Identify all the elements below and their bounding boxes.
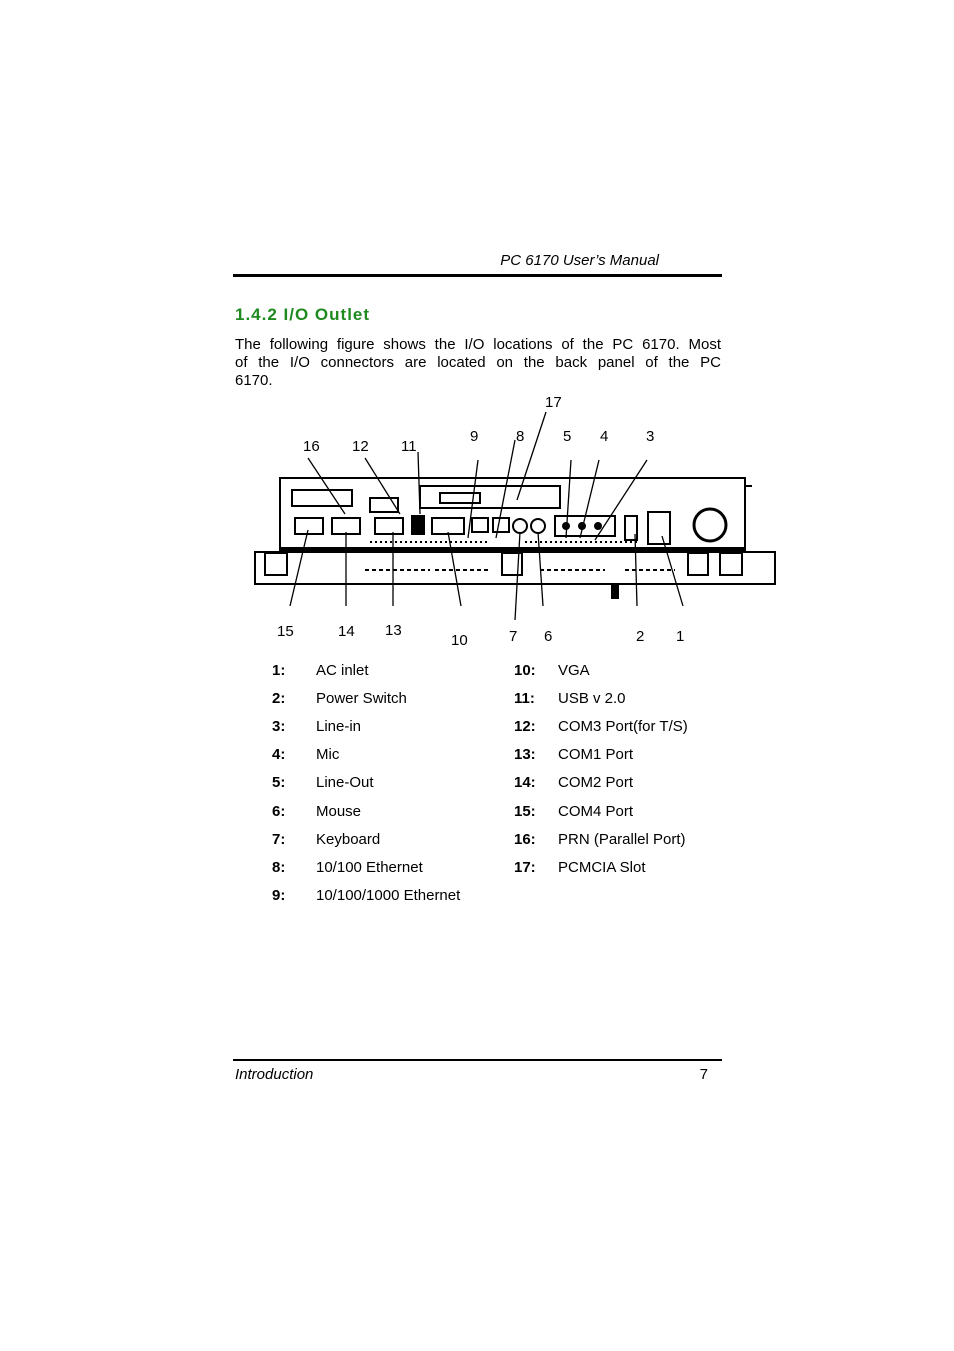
foot-far-right: [720, 553, 742, 575]
com1-port: [375, 518, 403, 534]
legend-number: 2:: [272, 690, 286, 707]
legend-number: 14:: [514, 774, 536, 791]
section-title: 1.4.2 I/O Outlet: [235, 305, 371, 324]
com4-port: [295, 518, 323, 534]
legend-label: COM2 Port: [558, 774, 634, 791]
keyboard-port: [513, 519, 527, 533]
callout-11: 11: [401, 438, 417, 455]
legend-number: 8:: [272, 859, 286, 876]
legend-label: Keyboard: [316, 831, 381, 848]
io-outlet-figure: [250, 390, 780, 650]
ac-inlet: [648, 512, 670, 544]
foot-left: [265, 553, 287, 575]
legend-number: 16:: [514, 831, 536, 848]
legend-label: Mic: [316, 746, 340, 763]
legend-label: PRN (Parallel Port): [558, 831, 686, 848]
callout-6: 6: [544, 628, 553, 645]
callout-17: 17: [545, 394, 562, 411]
ethernet-1000-port: [472, 518, 488, 532]
legend-number: 15:: [514, 803, 536, 820]
legend-label: AC inlet: [316, 662, 369, 679]
legend-number: 11:: [514, 690, 535, 707]
footer-section-name: Introduction: [235, 1066, 314, 1083]
callout-10: 10: [451, 632, 468, 649]
callout-13: 13: [385, 622, 402, 639]
legend-label: PCMCIA Slot: [558, 859, 646, 876]
legend-label: Line-in: [316, 718, 362, 735]
callout-8: 8: [516, 428, 525, 445]
legend-label: COM3 Port(for T/S): [558, 718, 688, 735]
foot-right: [688, 553, 708, 575]
callout-1: 1: [676, 628, 685, 645]
legend-number: 1:: [272, 662, 286, 679]
legend-number: 13:: [514, 746, 536, 763]
callout-12: 12: [352, 438, 369, 455]
usb-port: [412, 516, 424, 534]
legend-number: 17:: [514, 859, 536, 876]
legend-number: 10:: [514, 662, 536, 679]
legend-number: 6:: [272, 803, 286, 820]
bottom-post: [612, 586, 618, 598]
legend-label: COM1 Port: [558, 746, 634, 763]
mouse-port: [531, 519, 545, 533]
line-in-jack: [595, 523, 601, 529]
legend-number: 7:: [272, 831, 286, 848]
legend-number: 5:: [272, 774, 286, 791]
legend-label: USB v 2.0: [558, 690, 626, 707]
legend-label: Power Switch: [316, 690, 407, 707]
fan-knob: [694, 509, 726, 541]
callout-14: 14: [338, 623, 355, 640]
callout-5: 5: [563, 428, 572, 445]
callout-4: 4: [600, 428, 609, 445]
callout-9: 9: [470, 428, 479, 445]
legend-number: 12:: [514, 718, 536, 735]
legend-label: 10/100 Ethernet: [316, 859, 423, 876]
page-footer: [233, 1059, 722, 1083]
back-panel-diagram: [250, 390, 780, 650]
legend-label: 10/100/1000 Ethernet: [316, 887, 461, 904]
legend-label: VGA: [558, 662, 590, 679]
vga-port: [432, 518, 464, 534]
manual-title: PC 6170 User’s Manual: [500, 252, 659, 269]
legend-number: 4:: [272, 746, 286, 763]
ethernet-100-port: [493, 518, 509, 532]
callout-16: 16: [303, 438, 320, 455]
legend-number: 9:: [272, 887, 286, 904]
callout-3: 3: [646, 428, 655, 445]
legend-label: Mouse: [316, 803, 362, 820]
page-number: 7: [699, 1066, 708, 1083]
io-legend: [270, 660, 730, 910]
callout-2: 2: [636, 628, 645, 645]
parallel-port: [292, 490, 352, 506]
callout-7: 7: [509, 628, 518, 645]
legend-label: COM4 Port: [558, 803, 634, 820]
callout-15: 15: [277, 623, 294, 640]
intro-paragraph: The following figure shows the I/O locations of the PC 6170. Most of the I/O connectors are located on the back panel of the PC 6170.: [235, 336, 721, 389]
legend-number: 3:: [272, 718, 286, 735]
com2-port: [332, 518, 360, 534]
legend-label: Line-Out: [316, 774, 374, 791]
page-header: [233, 252, 722, 277]
